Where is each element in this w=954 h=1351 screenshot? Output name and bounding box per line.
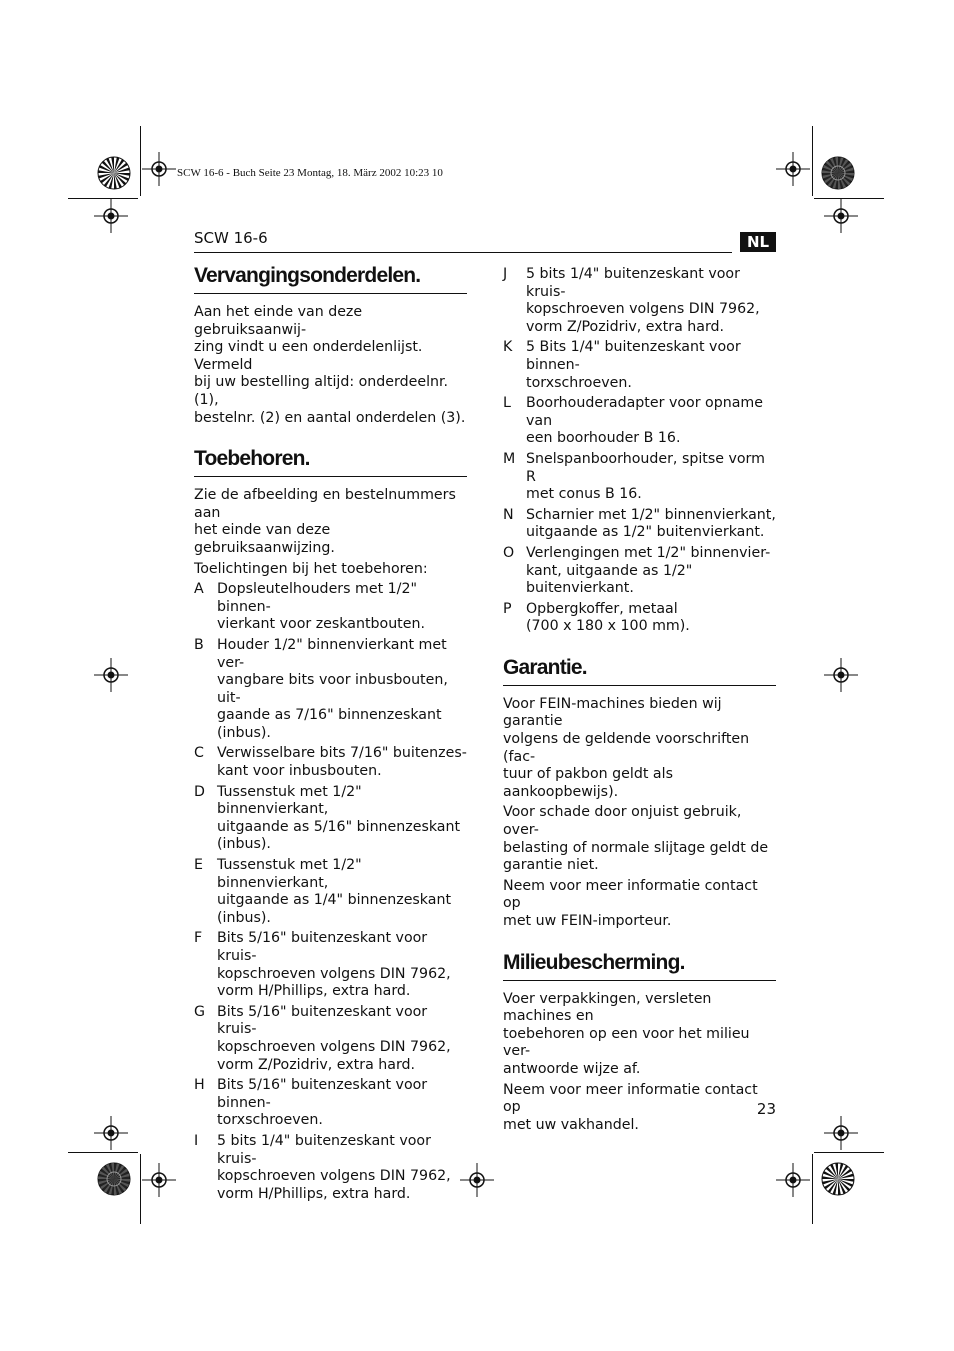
item-letter: B	[194, 636, 204, 653]
accessory-list-right	[503, 266, 776, 636]
item-text: Bits 5/16" buitenzeskant voor kruis- kopschroeven volgens DIN 7962, vorm H/Phillips, extra hard.	[217, 930, 451, 1000]
vervanging-text: Aan het einde van deze gebruiksaanwij- zing vindt u een onderdelenlijst. Vermeld bij uw bestelling altijd: onderdeelnr. (1), bestelnr. (2) en aantal onderdelen (3).	[194, 304, 466, 426]
header-title: SCW 16-6	[194, 229, 268, 247]
item-letter: N	[503, 506, 514, 523]
crop-line	[812, 1154, 813, 1224]
item-text: Tussenstuk met 1/2" binnenvierkant, uitgaande as 1/4" binnenzeskant (inbus).	[217, 857, 452, 926]
item-text: Boorhouderadapter voor opname van een boorhouder B 16.	[526, 395, 763, 447]
item-text: 5 bits 1/4" buitenzeskant voor kruis- kopschroeven volgens DIN 7962, vorm Z/Pozidriv, extra hard.	[526, 266, 760, 335]
accessory-item	[194, 581, 467, 634]
item-text: 5 Bits 1/4" buitenzeskant voor binnen- torxschroeven.	[526, 339, 741, 391]
accessory-item	[194, 1004, 467, 1074]
crop-line	[68, 1152, 138, 1153]
crop-line	[814, 1152, 884, 1153]
item-letter: M	[503, 450, 516, 467]
item-text: Bits 5/16" buitenzeskant voor kruis- kopschroeven volgens DIN 7962, vorm Z/Pozidriv, extra hard.	[217, 1003, 451, 1073]
starburst-target-icon	[821, 1162, 855, 1196]
item-letter: C	[194, 745, 204, 762]
item-letter: I	[194, 1132, 199, 1149]
garantie-text-2: Voor schade door onjuist gebruik, over- belasting of normale slijtage geldt de garantie niet.	[503, 804, 769, 874]
item-letter: A	[194, 581, 204, 598]
section-garantie	[503, 656, 776, 931]
page-number: 23	[756, 1100, 776, 1118]
left-column	[194, 264, 467, 1206]
item-letter: D	[194, 783, 205, 800]
milieu-text-1: Voer verpakkingen, versleten machines en toebehoren op een voor het milieu ver- antwoorde wijze af.	[503, 990, 750, 1077]
print-slug: SCW 16-6 - Buch Seite 23 Montag, 18. März 2002 10:23 10	[177, 167, 443, 179]
header-rule	[194, 252, 732, 253]
item-text: Verwisselbare bits 7/16" buitenzes- kant voor inbusbouten.	[217, 745, 467, 780]
registration-mark-icon	[776, 152, 810, 186]
accessory-item	[503, 507, 776, 542]
item-letter: P	[503, 600, 512, 617]
item-text: Opbergkoffer, metaal (700 x 180 x 100 mm).	[526, 600, 690, 635]
right-column	[503, 266, 776, 1137]
registration-mark-icon	[142, 152, 176, 186]
heading-vervangingsonderdelen: Vervangingsonderdelen.	[194, 264, 467, 294]
toebehoren-intro: Zie de afbeelding en bestelnummers aan het einde van deze gebruiksaanwijzing.	[194, 487, 456, 556]
item-letter: F	[194, 930, 203, 947]
heading-milieubescherming: Milieubescherming.	[503, 951, 776, 981]
registration-mark-icon	[94, 1116, 128, 1150]
item-text: Houder 1/2" binnenvierkant met ver- vangbare bits voor inbusbouten, uit- gaande as 7/16" binnenzeskant (inbus).	[217, 636, 448, 741]
registration-mark-icon	[824, 1116, 858, 1150]
starburst-target-icon	[97, 1162, 131, 1196]
accessory-item	[503, 339, 776, 392]
item-text: Bits 5/16" buitenzeskant voor binnen- torxschroeven.	[217, 1077, 428, 1129]
milieu-text-2: Neem voor meer informatie contact op met uw vakhandel.	[503, 1081, 758, 1133]
accessory-item	[194, 1077, 467, 1130]
item-text: 5 bits 1/4" buitenzeskant voor kruis- kopschroeven volgens DIN 7962, vorm H/Phillips, extra hard.	[217, 1132, 451, 1202]
item-letter: L	[503, 395, 511, 412]
accessory-item	[194, 1133, 467, 1203]
registration-mark-icon	[776, 1163, 810, 1197]
accessory-item	[503, 451, 776, 504]
item-letter: K	[503, 339, 513, 356]
accessory-item	[194, 637, 467, 743]
registration-mark-icon	[142, 1163, 176, 1197]
starburst-target-icon	[97, 156, 131, 190]
starburst-target-icon	[821, 156, 855, 190]
registration-mark-icon	[94, 658, 128, 692]
accessory-item	[194, 857, 467, 927]
accessory-item	[194, 745, 467, 780]
item-text: Scharnier met 1/2" binnenvierkant, uitgaande as 1/2" buitenvierkant.	[526, 506, 776, 541]
accessory-item	[503, 601, 776, 636]
toebehoren-intro2: Toelichtingen bij het toebehoren:	[194, 560, 428, 577]
section-milieubescherming	[503, 951, 776, 1135]
item-text: Dopsleutelhouders met 1/2" binnen- vierkant voor zeskantbouten.	[217, 581, 425, 633]
crop-line	[140, 126, 141, 196]
crop-line	[140, 1154, 141, 1224]
registration-mark-icon	[94, 199, 128, 233]
item-text: Tussenstuk met 1/2" binnenvierkant, uitgaande as 5/16" binnenzeskant (inbus).	[217, 783, 461, 853]
garantie-text-3: Neem voor meer informatie contact op met uw FEIN-importeur.	[503, 877, 758, 929]
item-text: Snelspanboorhouder, spitse vorm R met conus B 16.	[526, 450, 765, 503]
accessory-item	[194, 930, 467, 1000]
heading-toebehoren: Toebehoren.	[194, 447, 467, 477]
item-letter: H	[194, 1077, 205, 1094]
item-text: Verlengingen met 1/2" binnenvier- kant, uitgaande as 1/2" buitenvierkant.	[526, 544, 771, 597]
item-letter: J	[503, 266, 508, 282]
section-toebehoren	[194, 447, 467, 1203]
accessory-item	[503, 545, 776, 598]
accessory-item	[194, 784, 467, 854]
section-vervangingsonderdelen	[194, 264, 467, 427]
registration-mark-icon	[460, 1163, 494, 1197]
registration-mark-icon	[824, 199, 858, 233]
language-badge: NL	[740, 232, 776, 252]
accessory-item	[503, 395, 776, 448]
item-letter: O	[503, 544, 515, 561]
garantie-text-1: Voor FEIN-machines bieden wij garantie volgens de geldende voorschriften (fac- tuur of pakbon geldt als aankoopbewijs).	[503, 695, 750, 800]
accessory-item	[503, 266, 776, 336]
registration-mark-icon	[824, 658, 858, 692]
accessory-list-left	[194, 581, 467, 1203]
crop-line	[812, 126, 813, 196]
item-letter: G	[194, 1003, 205, 1020]
item-letter: E	[194, 857, 203, 874]
heading-garantie: Garantie.	[503, 656, 776, 686]
